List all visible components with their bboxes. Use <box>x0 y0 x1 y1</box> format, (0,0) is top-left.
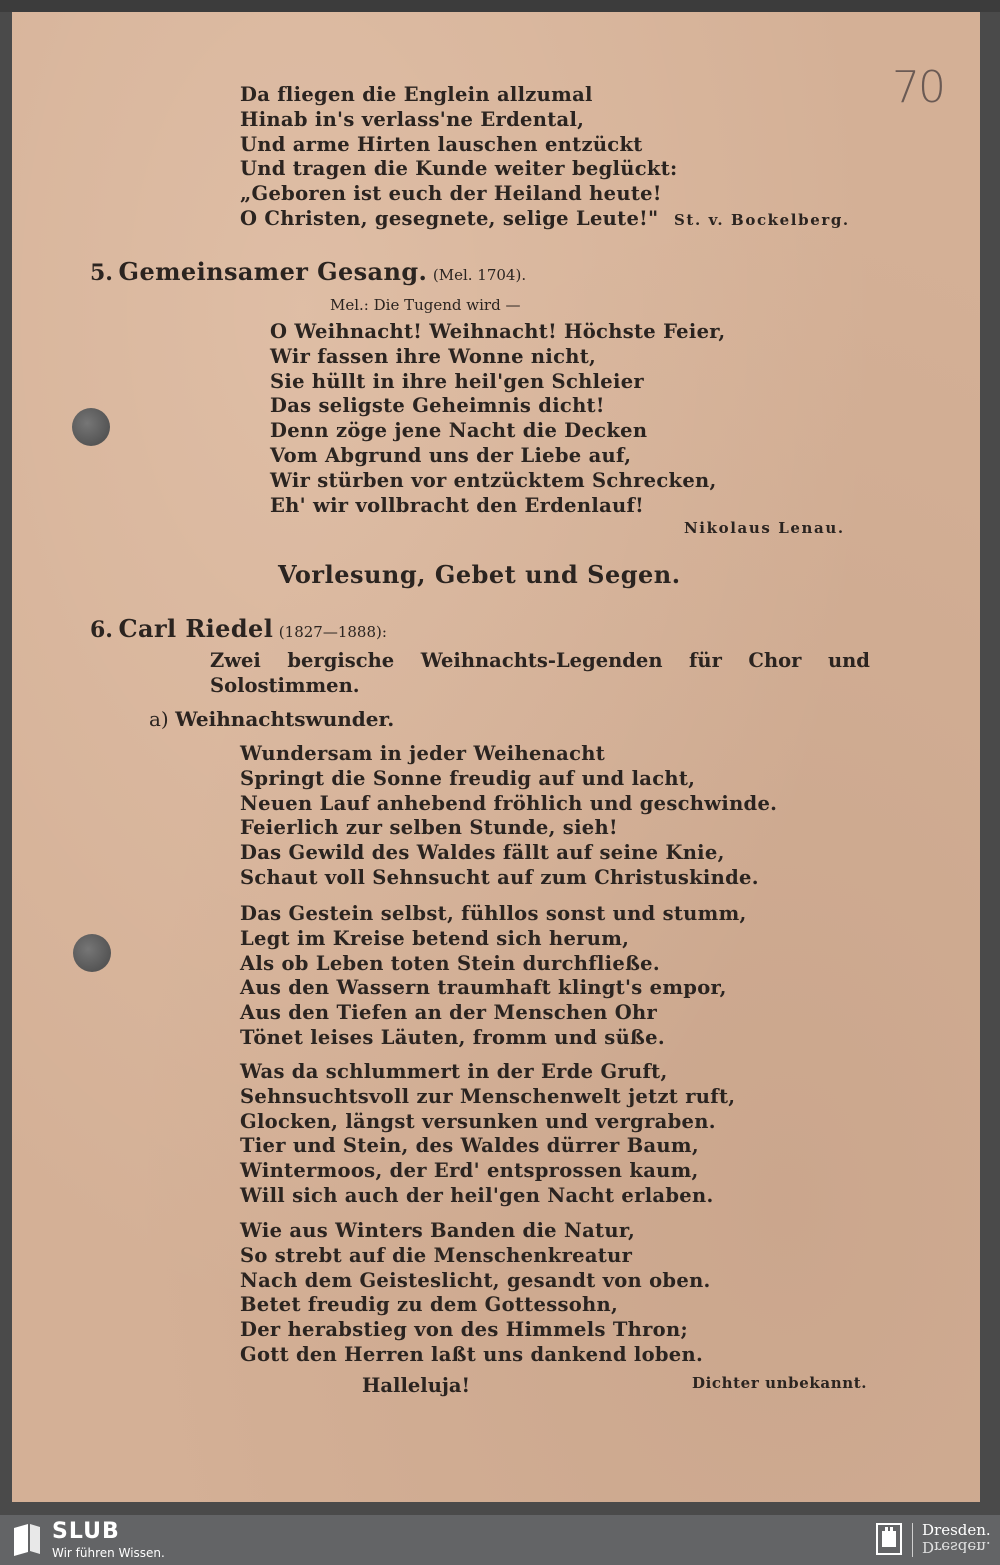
verse-line: Als ob Leben toten Stein durchfließe. <box>240 951 660 975</box>
verse-line: Glocken, längst versunken und vergraben. <box>240 1109 716 1133</box>
description-word: Zwei <box>210 649 261 672</box>
verse-line: So strebt auf die Menschenkreatur <box>240 1243 633 1267</box>
verse-line: Das Gewild des Waldes fällt auf seine Knie, <box>240 841 725 865</box>
section-number: 5. <box>90 260 113 286</box>
hallelujah-line: Halleluja! <box>362 1374 471 1397</box>
verse-line: Springt die Sonne freudig auf und lacht, <box>240 766 696 790</box>
verse-line: Schaut voll Sehnsucht auf zum Christuskinde. <box>240 865 759 889</box>
author-credit: Nikolaus Lenau. <box>684 519 845 537</box>
brand-name[interactable]: SLUB <box>52 1519 120 1544</box>
punch-hole <box>72 408 110 446</box>
section-heading-6 <box>90 614 387 643</box>
description-word: für <box>689 649 722 672</box>
interlude-heading: Vorlesung, Gebet und Segen. <box>278 560 681 589</box>
author-credit: Dichter unbekannt. <box>692 1374 868 1392</box>
verse-bockelberg <box>240 83 678 232</box>
section-heading-5 <box>90 257 526 286</box>
verse-line: Hinab in's verlass'ne Erdental, <box>240 107 585 131</box>
punch-hole <box>73 934 111 972</box>
brand-slogan: Wir führen Wissen. <box>52 1546 165 1560</box>
verse-line: Was da schlummert in der Erde Gruft, <box>240 1060 668 1083</box>
verse-line: Nach dem Geisteslicht, gesandt von oben. <box>240 1268 711 1292</box>
description-word: Chor <box>748 649 802 672</box>
verse-line: O Christen, gesegnete, selige Leute!" <box>240 206 659 230</box>
city-name-reflection: Dresden. <box>922 1538 991 1556</box>
verse-line: Aus den Tiefen an der Menschen Ohr <box>240 1001 658 1025</box>
verse-line: Und arme Hirten lauschen entzückt <box>240 132 643 156</box>
verse-line: Will sich auch der heil'gen Nacht erlaben. <box>240 1183 714 1207</box>
description-word: bergische <box>287 649 395 672</box>
section-note: (1827—1888): <box>278 623 387 641</box>
city-name[interactable]: Dresden. <box>922 1521 991 1539</box>
verse-line: Und tragen die Kunde weiter beglückt: <box>240 157 678 181</box>
verse-line: Legt im Kreise betend sich herum, <box>240 926 630 950</box>
section-note: (Mel. 1704). <box>432 266 527 284</box>
subsection-title: Weihnachtswunder. <box>175 707 395 731</box>
stanza <box>240 1060 735 1209</box>
stanza <box>240 1219 711 1368</box>
verse-line: „Geboren ist euch der Heiland heute! <box>240 182 662 206</box>
subsection-heading <box>149 707 394 731</box>
verse-line: Der herabstieg von des Himmels Thron; <box>240 1318 688 1342</box>
description-word: Weihnachts-Legenden <box>420 649 663 672</box>
verse-line: Denn zöge jene Nacht die Decken <box>270 419 648 443</box>
verse-line: Wir stürben vor entzücktem Schrecken, <box>270 468 717 492</box>
page-number: 70 <box>892 62 944 113</box>
book-icon <box>12 1524 42 1556</box>
footer-divider <box>912 1523 913 1557</box>
verse-line: Sehnsuchtsvoll zur Menschenwelt jetzt ruft, <box>240 1084 736 1108</box>
description-line: Solostimmen. <box>210 674 360 697</box>
section-title: Carl Riedel <box>118 614 274 643</box>
section-description <box>210 648 870 698</box>
verse-line: Wundersam in jeder Weihenacht <box>240 742 606 765</box>
description-word: und <box>827 649 870 672</box>
scan-border <box>0 0 1000 12</box>
verse-line: Tönet leises Läuten, fromm und süße. <box>240 1025 665 1049</box>
verse-line: Vom Abgrund uns der Liebe auf, <box>270 443 632 467</box>
stanza <box>240 902 747 1051</box>
melody-note: Mel.: Die Tugend wird — <box>330 296 521 314</box>
verse-line: Das seligste Geheimnis dicht! <box>270 394 605 418</box>
verse-line: Eh' wir vollbracht den Erdenlauf! <box>270 493 645 517</box>
verse-lenau <box>270 320 726 518</box>
stanza <box>240 742 777 891</box>
verse-line: Da fliegen die Englein allzumal <box>240 83 593 106</box>
document-page <box>12 12 980 1502</box>
bear-crest-icon <box>876 1523 902 1555</box>
section-number: 6. <box>90 617 113 643</box>
verse-line: Wir fassen ihre Wonne nicht, <box>270 344 597 368</box>
verse-line: Tier und Stein, des Waldes dürrer Baum, <box>240 1134 699 1158</box>
author-credit: St. v. Bockelberg. <box>674 211 850 229</box>
verse-line: Sie hüllt in ihre heil'gen Schleier <box>270 369 644 393</box>
verse-line: Feierlich zur selben Stunde, sieh! <box>240 816 618 840</box>
verse-line: Neuen Lauf anhebend fröhlich und geschwinde. <box>240 791 778 815</box>
verse-line: Wie aus Winters Banden die Natur, <box>240 1219 636 1242</box>
subsection-letter: a) <box>149 707 169 731</box>
verse-line: Betet freudig zu dem Gottessohn, <box>240 1293 619 1317</box>
footer-bar <box>0 1515 1000 1565</box>
description-line <box>210 648 870 673</box>
verse-line: O Weihnacht! Weihnacht! Höchste Feier, <box>270 320 726 343</box>
verse-line: Das Gestein selbst, fühllos sonst und stumm, <box>240 902 747 925</box>
section-title: Gemeinsamer Gesang. <box>118 257 428 286</box>
verse-line: Gott den Herren laßt uns dankend loben. <box>240 1342 704 1366</box>
verse-line: Wintermoos, der Erd' entsprossen kaum, <box>240 1159 699 1183</box>
verse-line: Aus den Wassern traumhaft klingt's empor, <box>240 976 727 1000</box>
